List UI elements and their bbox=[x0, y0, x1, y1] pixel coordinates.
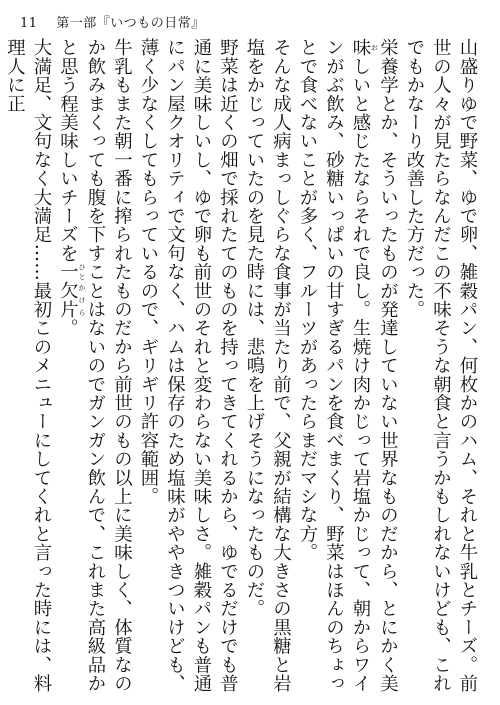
text-run: 栄養学とか、そういったものが発達していない世界なものだから、とにかく美 bbox=[377, 38, 399, 693]
paragraph bbox=[401, 38, 481, 693]
ruby-base: 欠片 bbox=[57, 281, 79, 319]
ruby-base: 味 bbox=[350, 38, 371, 57]
running-head bbox=[20, 12, 205, 31]
page-number: 11 bbox=[20, 16, 38, 31]
paragraph bbox=[135, 38, 241, 693]
chapter-title: 第一部『いつもの日常』 bbox=[56, 16, 205, 31]
ruby-reading: かけら bbox=[78, 281, 86, 319]
paragraph bbox=[294, 38, 401, 693]
ruby-annotation bbox=[57, 262, 86, 282]
ruby-reading: お bbox=[370, 38, 379, 57]
ruby-base: 一 bbox=[57, 262, 79, 282]
text-run: 牛乳もまた朝一番に搾られたものだから前世のもの以上に美味しく、体質なのか飲みまくっても腹を下すことはないのでガンガン飲んで、これまた高級品かと思う程美味しいチーズを bbox=[57, 38, 133, 693]
text-run: 。 bbox=[57, 318, 79, 338]
text-run: 山盛りゆで野菜、ゆで卵、雑穀パン、何枚かのハム、それと牛乳とチーズ。前世の人々が見たらなんだこの不味そうな朝食と言うかもしれないけども、これでもかなーり改善した方だった。 bbox=[404, 38, 478, 693]
paragraph bbox=[1, 38, 54, 693]
ruby-annotation bbox=[57, 281, 86, 319]
ruby-annotation bbox=[350, 38, 379, 57]
paragraph bbox=[241, 38, 294, 693]
text-run: しいと感じたならそれで良し。生焼け肉かじって岩塩かじって、朝からワインがぶ飲み、砂糖いっぱいの甘すぎるパンを食べまくり、野菜はほんのちょっとで食べないことが多く、フルーツがあったらまだマシな方。 bbox=[297, 38, 371, 693]
paragraph bbox=[54, 38, 135, 693]
text-run: 大満足、文句なく大満足……最初このメニューにしてくれと言った時には、料理人に正 bbox=[4, 38, 52, 693]
text-run: そんな成人病まっしぐらな食事が当たり前で、父親が結構な大きさの黒糖と岩塩をかじっていたのを見た時には、悲鳴を上げそうになったものだ。 bbox=[244, 38, 292, 693]
ruby-reading: ひと bbox=[78, 262, 86, 282]
text-run: 野菜は近くの畑で採れたてのものを持ってきてくれるから、ゆでるだけでも普通に美味しいし、ゆで卵も前世のそれと変わらない美味しさ。雑穀パンも普通にパン屋クオリティで文句なく、ハムは保存のため塩味がややきついけども、薄く少なくしてもらっているので、ギリギリ許容範囲。 bbox=[138, 38, 239, 693]
body-text bbox=[4, 38, 480, 693]
